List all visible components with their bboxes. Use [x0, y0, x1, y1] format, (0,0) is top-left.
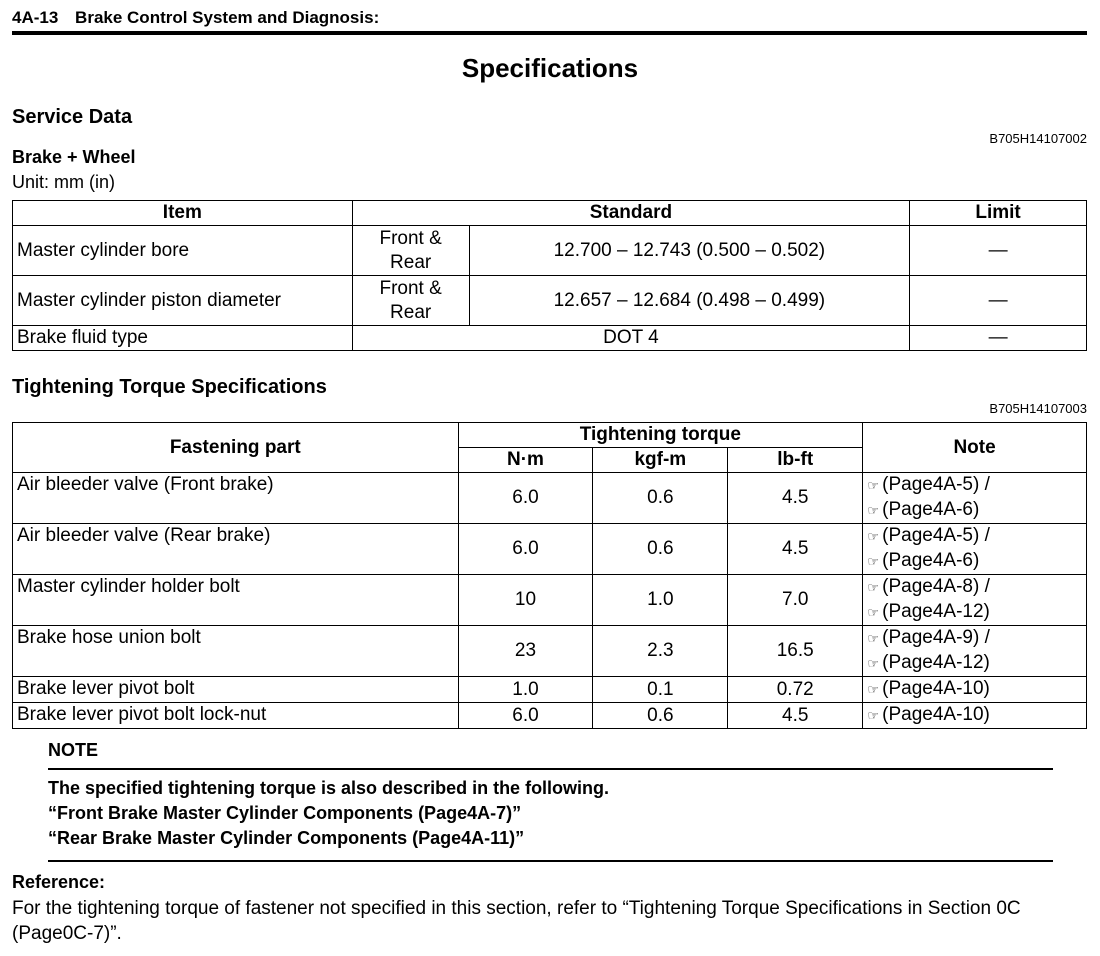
page-header — [12, 8, 1087, 35]
page-reference[interactable] — [864, 703, 1082, 728]
table-row — [13, 524, 1087, 575]
page-reference[interactable] — [864, 524, 1082, 549]
page-title: Specifications — [461, 53, 639, 83]
reference-label: Reference: — [12, 872, 106, 892]
table-row — [13, 226, 1087, 276]
page-reference-text: (Page4A-6) — [882, 499, 980, 520]
note-title: NOTE — [48, 740, 99, 760]
unit-label: Unit: mm (in) — [12, 172, 115, 192]
page-reference-text: (Page4A-6) — [882, 550, 980, 571]
nm-cell: 6.0 — [458, 524, 593, 575]
pointing-hand-icon: ☞ — [867, 503, 879, 518]
col-tightening-torque: Tightening torque — [458, 423, 863, 448]
pointing-hand-icon: ☞ — [867, 631, 879, 646]
kgfm-cell: 0.6 — [593, 473, 728, 524]
table-row — [13, 626, 1087, 677]
sub-cell: Front & Rear — [352, 226, 469, 276]
item-cell: Master cylinder bore — [13, 226, 353, 276]
section-number: 4A-13 — [12, 8, 59, 27]
page-reference-text: (Page4A-8) / — [882, 576, 990, 597]
page-reference-text: (Page4A-12) — [882, 601, 990, 622]
pointing-hand-icon: ☞ — [867, 656, 879, 671]
item-cell: Master cylinder piston diameter — [13, 276, 353, 326]
lbft-cell: 4.5 — [728, 703, 863, 729]
nm-cell: 10 — [458, 575, 593, 626]
col-kgfm: kgf-m — [593, 448, 728, 473]
lbft-cell: 4.5 — [728, 473, 863, 524]
pointing-hand-icon: ☞ — [867, 605, 879, 620]
reference-text: For the tightening torque of fastener not specified in this section, refer to “Tightening Torque Specifications in Section 0C (Page0C-7)”. — [12, 898, 1021, 944]
note-cell — [863, 677, 1087, 703]
page-reference-text: (Page4A-5) / — [882, 525, 990, 546]
service-data-table — [12, 200, 1087, 351]
brake-wheel-subheading: Brake + Wheel — [12, 147, 136, 167]
lbft-cell: 7.0 — [728, 575, 863, 626]
note-cell — [863, 703, 1087, 729]
lbft-cell: 4.5 — [728, 524, 863, 575]
page-reference[interactable] — [864, 600, 1082, 625]
nm-cell: 6.0 — [458, 703, 593, 729]
note-line-3: “Rear Brake Master Cylinder Components (Page4A-11)” — [48, 828, 525, 848]
note-box — [48, 740, 1053, 862]
limit-cell: — — [910, 276, 1087, 326]
note-line-2: “Front Brake Master Cylinder Components (Page4A-7)” — [48, 803, 522, 823]
sub-cell: Front & Rear — [352, 276, 469, 326]
fastening-part-cell: Brake lever pivot bolt — [13, 677, 459, 703]
service-data-code: B705H14107002 — [989, 131, 1087, 146]
table-row — [13, 276, 1087, 326]
page-reference-text: (Page4A-10) — [882, 678, 990, 699]
table-row — [13, 575, 1087, 626]
torque-rows — [13, 473, 1087, 729]
table-header-row — [13, 423, 1087, 448]
section-title: Brake Control System and Diagnosis: — [75, 8, 380, 27]
page-reference[interactable] — [864, 473, 1082, 498]
note-line-1: The specified tightening torque is also described in the following. — [48, 778, 610, 798]
page-reference[interactable] — [864, 549, 1082, 574]
fastening-part-cell: Brake lever pivot bolt lock-nut — [13, 703, 459, 729]
col-limit: Limit — [910, 201, 1087, 226]
fastening-part-cell: Air bleeder valve (Front brake) — [13, 473, 459, 524]
torque-heading: Tightening Torque Specifications — [12, 376, 327, 398]
kgfm-cell: 0.1 — [593, 677, 728, 703]
note-cell — [863, 626, 1087, 677]
kgfm-cell: 1.0 — [593, 575, 728, 626]
page-reference[interactable] — [864, 575, 1082, 600]
limit-cell: — — [910, 226, 1087, 276]
lbft-cell: 16.5 — [728, 626, 863, 677]
kgfm-cell: 0.6 — [593, 703, 728, 729]
nm-cell: 23 — [458, 626, 593, 677]
pointing-hand-icon: ☞ — [867, 478, 879, 493]
lbft-cell: 0.72 — [728, 677, 863, 703]
table-row — [13, 473, 1087, 524]
page-reference[interactable] — [864, 626, 1082, 651]
page-reference-text: (Page4A-5) / — [882, 474, 990, 495]
nm-cell: 1.0 — [458, 677, 593, 703]
kgfm-cell: 0.6 — [593, 524, 728, 575]
pointing-hand-icon: ☞ — [867, 708, 879, 723]
col-standard: Standard — [352, 201, 909, 226]
page-reference-text: (Page4A-12) — [882, 652, 990, 673]
col-lbft: lb-ft — [728, 448, 863, 473]
nm-cell: 6.0 — [458, 473, 593, 524]
page-reference[interactable] — [864, 677, 1082, 702]
table-header-row — [13, 201, 1087, 226]
pointing-hand-icon: ☞ — [867, 554, 879, 569]
value-cell: DOT 4 — [352, 326, 909, 351]
table-row — [13, 677, 1087, 703]
page-reference[interactable] — [864, 651, 1082, 676]
fastening-part-cell: Master cylinder holder bolt — [13, 575, 459, 626]
pointing-hand-icon: ☞ — [867, 580, 879, 595]
table-row — [13, 703, 1087, 729]
page-reference-text: (Page4A-10) — [882, 704, 990, 725]
kgfm-cell: 2.3 — [593, 626, 728, 677]
fastening-part-cell: Brake hose union bolt — [13, 626, 459, 677]
page-reference[interactable] — [864, 498, 1082, 523]
pointing-hand-icon: ☞ — [867, 529, 879, 544]
value-cell: 12.657 – 12.684 (0.498 – 0.499) — [469, 276, 910, 326]
col-nm: N·m — [458, 448, 593, 473]
col-fastening-part: Fastening part — [13, 423, 459, 473]
page-reference-text: (Page4A-9) / — [882, 627, 990, 648]
service-data-heading: Service Data — [12, 106, 133, 128]
limit-cell: — — [910, 326, 1087, 351]
torque-table — [12, 422, 1087, 729]
note-cell — [863, 524, 1087, 575]
table-row — [13, 326, 1087, 351]
pointing-hand-icon: ☞ — [867, 682, 879, 697]
note-cell — [863, 473, 1087, 524]
col-note: Note — [863, 423, 1087, 473]
note-cell — [863, 575, 1087, 626]
value-cell: 12.700 – 12.743 (0.500 – 0.502) — [469, 226, 910, 276]
col-item: Item — [13, 201, 353, 226]
fastening-part-cell: Air bleeder valve (Rear brake) — [13, 524, 459, 575]
item-cell: Brake fluid type — [13, 326, 353, 351]
torque-code: B705H14107003 — [989, 401, 1087, 416]
